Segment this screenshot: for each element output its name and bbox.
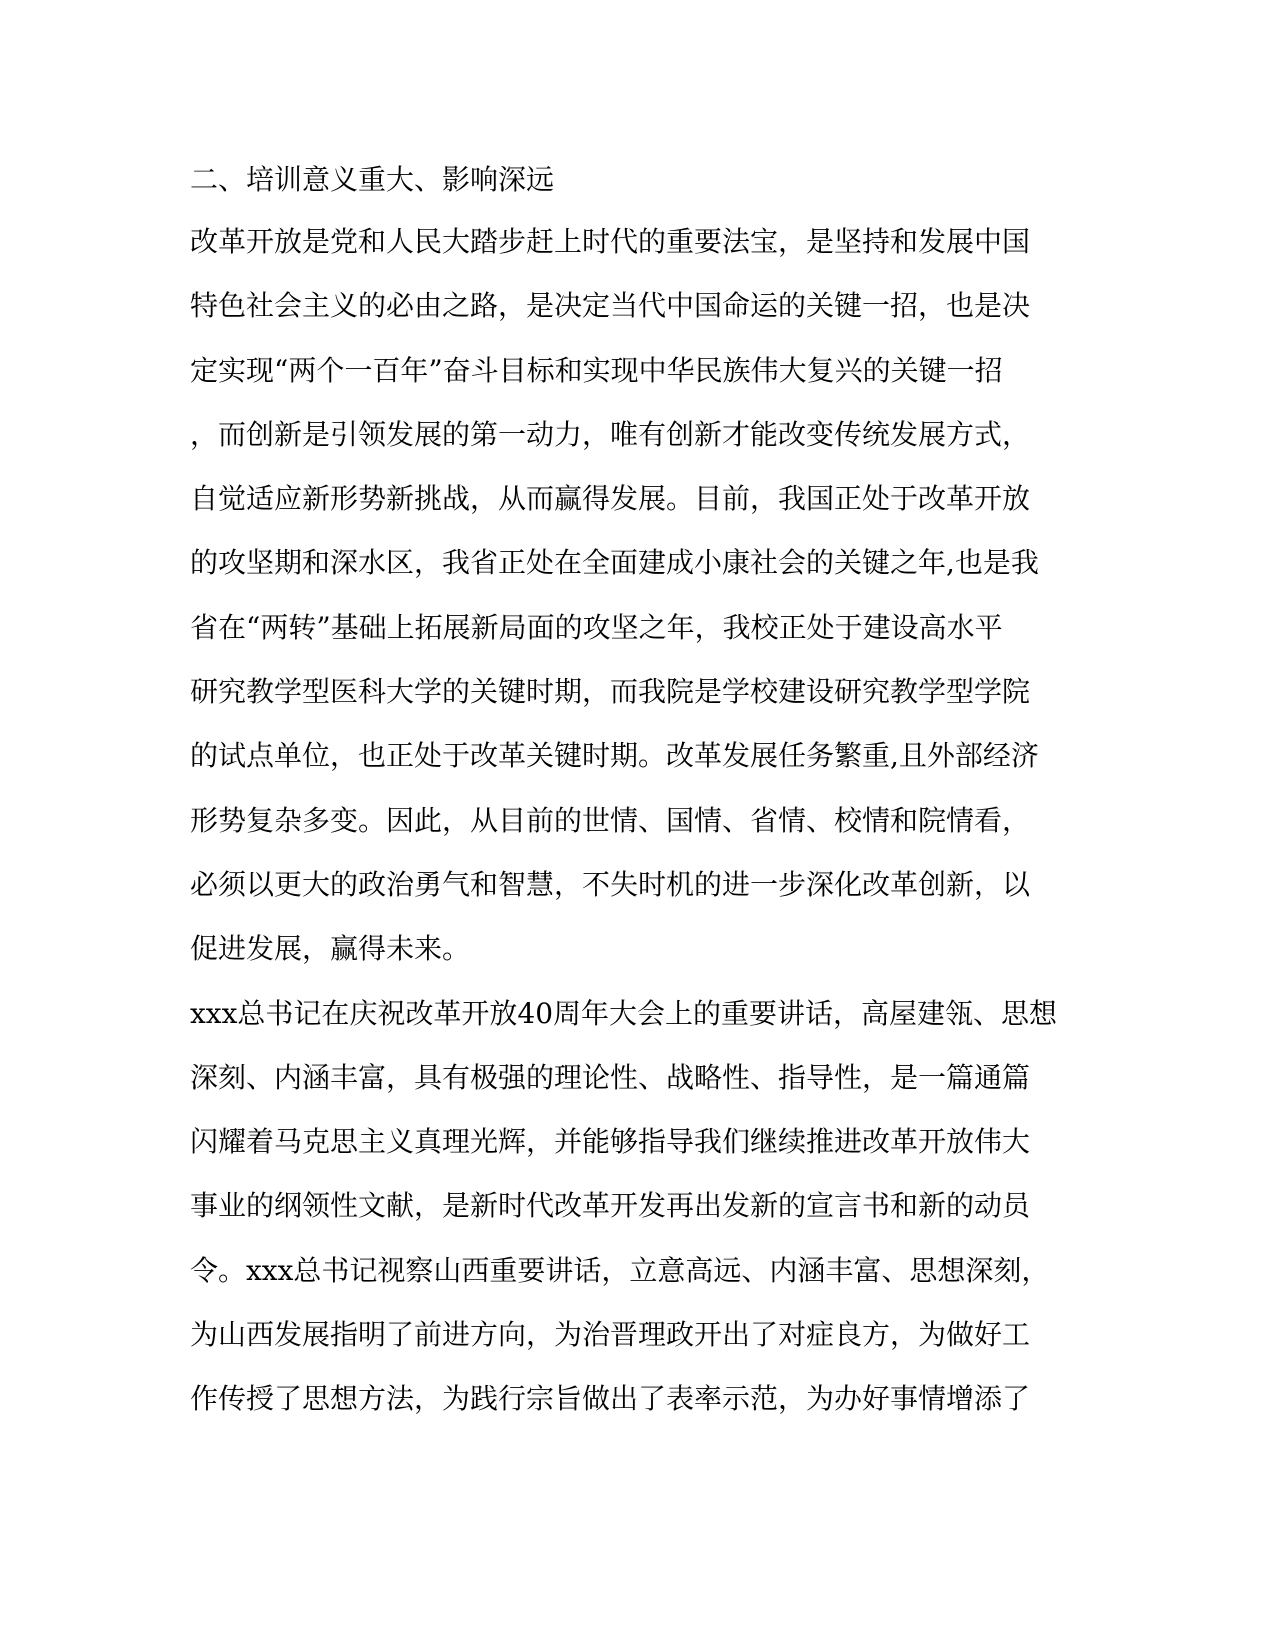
paragraph-line: 事业的纲领性文献，是新时代改革开发再出发新的宣言书和新的动员 xyxy=(190,1189,1031,1223)
paragraph-line: xxx总书记在庆祝改革开放40周年大会上的重要讲话，高屋建瓴、思想 xyxy=(190,996,1058,1030)
paragraph-line: 必须以更大的政治勇气和智慧，不失时机的进一步深化改革创新，以 xyxy=(190,867,1031,901)
paragraph-line: 促进发展，赢得未来。 xyxy=(190,932,471,966)
paragraph-line: 令。xxx总书记视察山西重要讲话，立意高远、内涵丰富、思想深刻， xyxy=(190,1253,1050,1287)
paragraph-line: 特色社会主义的必由之路，是决定当代中国命运的关键一招，也是决 xyxy=(190,289,1031,323)
paragraph-1 xyxy=(190,210,1090,982)
paragraph-line: 省在“两转”基础上拓展新局面的攻坚之年，我校正处于建设高水平 xyxy=(190,610,1003,644)
paragraph-2 xyxy=(190,982,1090,1432)
paragraph-line: 深刻、内涵丰富，具有极强的理论性、战略性、指导性，是一篇通篇 xyxy=(190,1060,1031,1094)
paragraph-line: 自觉适应新形势新挑战，从而赢得发展。目前，我国正处于改革开放 xyxy=(190,482,1031,516)
paragraph-line: 为山西发展指明了前进方向，为治晋理政开出了对症良方，为做好工 xyxy=(190,1318,1031,1352)
section-heading: 二、培训意义重大、影响深远 xyxy=(190,163,555,196)
paragraph-line: ，而创新是引领发展的第一动力，唯有创新才能改变传统发展方式， xyxy=(190,417,1031,451)
paragraph-line: 闪耀着马克思主义真理光辉，并能够指导我们继续推进改革开放伟大 xyxy=(190,1125,1031,1159)
paragraph-line: 的攻坚期和深水区，我省正处在全面建成小康社会的关键之年,也是我 xyxy=(190,546,1039,580)
paragraph-line: 改革开放是党和人民大踏步赶上时代的重要法宝，是坚持和发展中国 xyxy=(190,225,1031,258)
document-body xyxy=(190,160,1090,1432)
paragraph-line: 作传授了思想方法，为践行宗旨做出了表率示范，为办好事情增添了 xyxy=(190,1382,1031,1416)
paragraph-line: 形势复杂多变。因此，从目前的世情、国情、省情、校情和院情看， xyxy=(190,803,1031,837)
paragraph-line: 的试点单位，也正处于改革关键时期。改革发展任务繁重,且外部经济 xyxy=(190,739,1039,773)
paragraph-line: 研究教学型医科大学的关键时期，而我院是学校建设研究教学型学院 xyxy=(190,675,1031,709)
paragraph-line: 定实现“两个一百年”奋斗目标和实现中华民族伟大复兴的关键一招 xyxy=(190,353,1003,387)
